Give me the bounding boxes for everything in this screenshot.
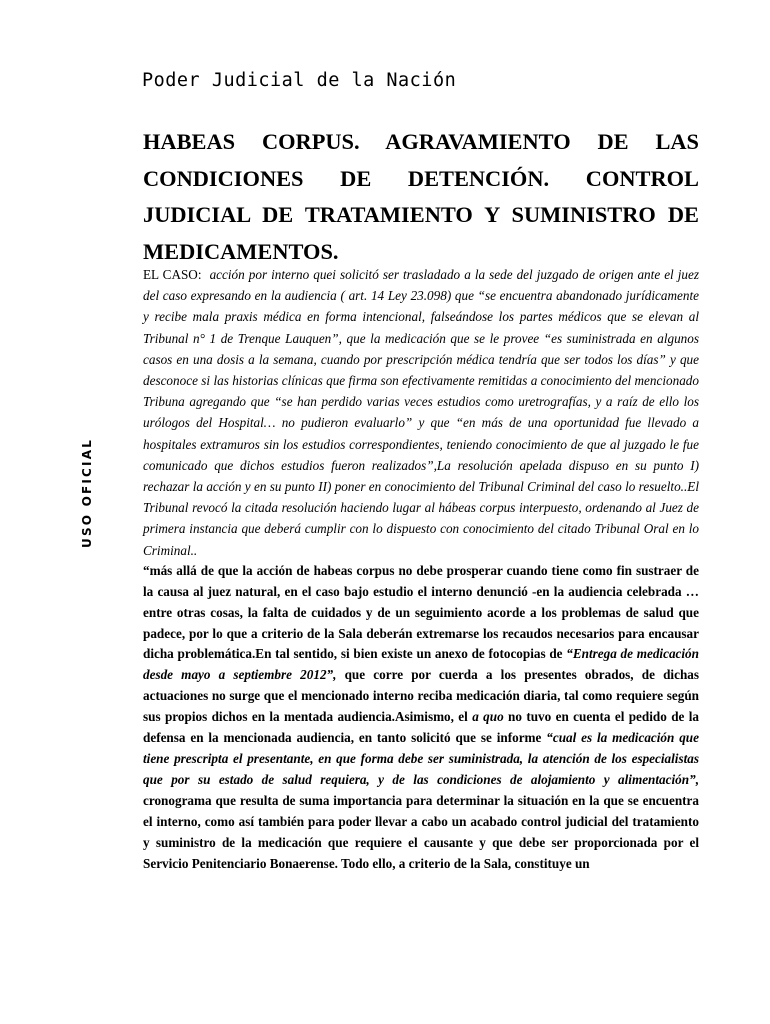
ruling-text-3: no tuvo en cuenta el pedido de la defensa en la mencionada audiencia, en tanto solicitó que se informe bbox=[143, 709, 699, 746]
document-title: HABEAS CORPUS. AGRAVAMIENTO DE LAS CONDICIONES DE DETENCIÓN. CONTROL JUDICIAL DE TRATAMIENTO Y SUMINISTRO DE MEDICAMENTOS. bbox=[143, 129, 699, 264]
case-text: acción por interno quei solicitó ser trasladado a la sede del juzgado de origen ante el juez del caso expresando en la audiencia ( art. 14 Ley 23.098) que “se encuentra abandonado jurídicamente y recibe mala praxis médica en forma intencional, falseándose los partes médicos que se elevan al Tribunal n° 1 de Trenque Lauquen”, que la medicación que se le provee “es suministrada en algunos casos en una dosis a la semana, cuando por prescripción médica tendría que ser todos los días” y que desconoce si las historias clínicas que firma son efectivamente remitidas a conocimiento del mencionado Tribuna agregando que “se han perdido varias veces estudios como uretrografías, y a raíz de ello los urólogos del Hospital… no pudieron evaluarlo” y que “en más de una oportunidad fue llevado a hospitales extramuros sin los estudios correspondientes, teniendo conocimiento de que al juzgado le fue comunicado que dichos estudios fueron realizados”,La resolución apelada dispuso en su punto I) rechazar la acción y en su punto II) poner en conocimiento del Tribunal Criminal del caso lo resuelto..El Tribunal revocó la citada resolución haciendo lugar al hábeas corpus interpuesto, ordenando al Juez de primera instancia que deberá cumplir con lo dispuesto con conocimiento del citado Tribunal Oral en lo Criminal.. bbox=[143, 267, 700, 558]
ruling-quote-2: a quo bbox=[472, 709, 504, 725]
ruling-text-2: que corre por cuerda a los presentes obrados, de dichas actuaciones no surge que el mencionado interno reciba medicación diaria, tal como requiere según sus propios dichos en la mentada audiencia.Asimismo, el bbox=[143, 667, 700, 725]
case-paragraph bbox=[143, 264, 699, 561]
case-label: EL CASO: bbox=[143, 267, 202, 282]
document-body bbox=[143, 264, 699, 874]
ruling-paragraph bbox=[143, 561, 699, 875]
ruling-quote-1: “Entrega de medicación desde mayo a septiembre 2012”, bbox=[143, 646, 699, 683]
ruling-quote-3: “cual es la medicación que tiene prescripta el presentante, en que forma debe ser suministrada, la atención de los especialistas que por su estado de salud requiera, y de las condiciones de alojamiento y alimentación”, bbox=[143, 730, 699, 787]
side-watermark-label: USO OFICIAL bbox=[80, 437, 94, 548]
ruling-text-1: “más allá de que la acción de habeas corpus no debe prosperar cuando tiene como fin sustraer de la causa al juez natural, en el caso bajo estudio el interno denunció -en la audiencia celebrada …entre otras cosas, la falta de cuidados y de un seguimiento acorde a los problemas de salud que padece, por lo que a criterio de la Sala deberán extremarse los recaudos necesarios para encausar dicha problemática.En tal sentido, si bien existe un anexo de fotocopias de bbox=[143, 562, 699, 662]
ruling-text-4: cronograma que resulta de suma importancia para determinar la situación en la que se encuentra el interno, como así también para poder llevar a cabo un acabado control judicial del tratamiento y suministro de la medicación que requiere el causante y que debe ser proporcionada por el Servicio Penitenciario Bonaerense. Todo ello, a criterio de la Sala, constituye un bbox=[143, 792, 699, 871]
page-header: Poder Judicial de la Nación bbox=[142, 70, 457, 91]
